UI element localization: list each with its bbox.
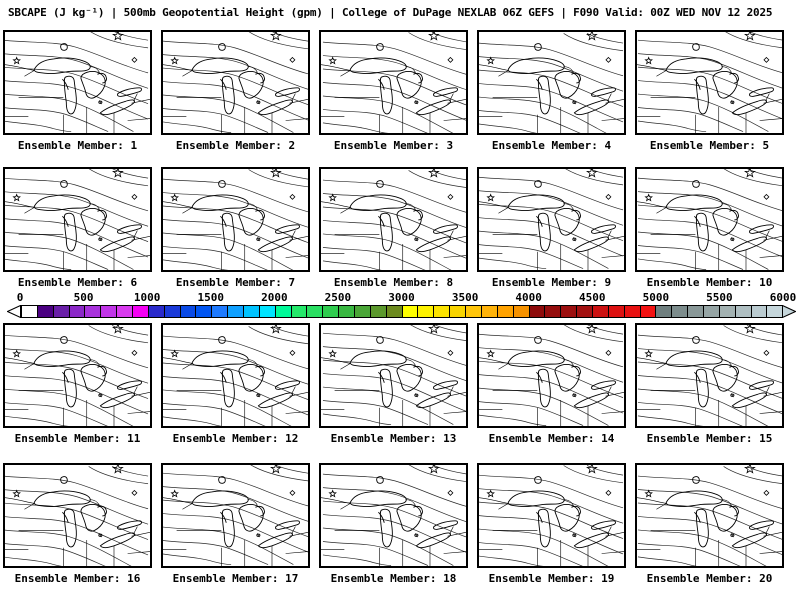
- colorbar-tick-0: 0: [16, 291, 24, 304]
- ensemble-panel-16: [3, 463, 152, 585]
- great-lakes-map: [163, 169, 308, 270]
- great-lakes-map: [637, 32, 782, 133]
- great-lakes-map: [479, 325, 624, 426]
- colorbar-tick-500: 500: [73, 291, 94, 304]
- colorbar-tick-6000: 6000: [769, 291, 797, 304]
- colorbar-segment: [592, 306, 608, 317]
- panel-row-2: [3, 167, 797, 289]
- ensemble-map-9: [477, 167, 626, 272]
- colorbar-tick-3500: 3500: [451, 291, 479, 304]
- colorbar-segment: [37, 306, 53, 317]
- colorbar-segment: [243, 306, 259, 317]
- colorbar-segment: [433, 306, 449, 317]
- ensemble-member-label: Ensemble Member: 3: [333, 139, 454, 152]
- ensemble-member-label: Ensemble Member: 19: [488, 572, 615, 585]
- colorbar-segment: [402, 306, 418, 317]
- great-lakes-map: [163, 32, 308, 133]
- colorbar-tick-1000: 1000: [133, 291, 161, 304]
- great-lakes-map: [5, 32, 150, 133]
- great-lakes-map: [637, 325, 782, 426]
- ensemble-member-label: Ensemble Member: 7: [175, 276, 296, 289]
- panel-row-1: [3, 30, 797, 152]
- colorbar-segment: [338, 306, 354, 317]
- colorbar-segment: [719, 306, 735, 317]
- ensemble-panel-6: [3, 167, 152, 289]
- ensemble-member-label: Ensemble Member: 18: [330, 572, 457, 585]
- colorbar-segment: [306, 306, 322, 317]
- colorbar-segment: [370, 306, 386, 317]
- colorbar-segment: [544, 306, 560, 317]
- colorbar-segment: [275, 306, 291, 317]
- ensemble-panel-13: [319, 323, 468, 445]
- ensemble-member-label: Ensemble Member: 4: [491, 139, 612, 152]
- ensemble-panel-18: [319, 463, 468, 585]
- ensemble-panel-12: [161, 323, 310, 445]
- colorbar-segment: [529, 306, 545, 317]
- colorbar-segment: [465, 306, 481, 317]
- ensemble-member-label: Ensemble Member: 6: [17, 276, 138, 289]
- colorbar-segment: [84, 306, 100, 317]
- colorbar-segment: [687, 306, 703, 317]
- ensemble-member-label: Ensemble Member: 1: [17, 139, 138, 152]
- ensemble-map-11: [3, 323, 152, 428]
- ensemble-map-8: [319, 167, 468, 272]
- ensemble-map-3: [319, 30, 468, 135]
- ensemble-member-label: Ensemble Member: 15: [646, 432, 773, 445]
- colorbar-segment: [386, 306, 402, 317]
- colorbar-segment: [180, 306, 196, 317]
- colorbar-segment: [100, 306, 116, 317]
- ensemble-member-label: Ensemble Member: 16: [14, 572, 141, 585]
- ensemble-panel-2: [161, 30, 310, 152]
- panel-row-3: [3, 323, 797, 445]
- ensemble-map-6: [3, 167, 152, 272]
- great-lakes-map: [163, 465, 308, 566]
- colorbar-segment: [132, 306, 148, 317]
- colorbar-segment: [608, 306, 624, 317]
- ensemble-member-label: Ensemble Member: 17: [172, 572, 299, 585]
- ensemble-panel-20: [635, 463, 784, 585]
- colorbar-segment: [624, 306, 640, 317]
- colorbar-segment: [211, 306, 227, 317]
- ensemble-member-label: Ensemble Member: 11: [14, 432, 141, 445]
- ensemble-panel-3: [319, 30, 468, 152]
- colorbar-tick-labels: [16, 291, 797, 305]
- ensemble-member-label: Ensemble Member: 5: [649, 139, 770, 152]
- ensemble-panel-7: [161, 167, 310, 289]
- colorbar-segment: [354, 306, 370, 317]
- great-lakes-map: [479, 32, 624, 133]
- colorbar-segment: [655, 306, 671, 317]
- great-lakes-map: [479, 465, 624, 566]
- colorbar-segment: [227, 306, 243, 317]
- colorbar-segment: [69, 306, 85, 317]
- ensemble-map-13: [319, 323, 468, 428]
- ensemble-map-2: [161, 30, 310, 135]
- colorbar-tick-1500: 1500: [197, 291, 224, 304]
- great-lakes-map: [321, 325, 466, 426]
- colorbar-segment: [640, 306, 656, 317]
- colorbar-segment: [751, 306, 767, 317]
- ensemble-panel-17: [161, 463, 310, 585]
- colorbar-segment: [513, 306, 529, 317]
- colorbar-left-arrow-icon: [7, 305, 21, 318]
- ensemble-map-18: [319, 463, 468, 568]
- colorbar-segment: [497, 306, 513, 317]
- colorbar-segment: [703, 306, 719, 317]
- ensemble-map-10: [635, 167, 784, 272]
- colorbar-segment: [53, 306, 69, 317]
- colorbar-segment: [164, 306, 180, 317]
- colorbar-segment: [21, 306, 37, 317]
- colorbar-right-arrow-icon: [782, 305, 796, 318]
- colorbar-segment: [417, 306, 433, 317]
- colorbar-segment: [322, 306, 338, 317]
- ensemble-panel-11: [3, 323, 152, 445]
- product-title: SBCAPE (J kg⁻¹) | 500mb Geopotential Height (gpm) | College of DuPage NEXLAB 06Z GEFS | F090 Valid: 00Z WED NOV 12 2025: [8, 6, 773, 19]
- colorbar-tick-4000: 4000: [515, 291, 542, 304]
- colorbar-segment: [735, 306, 751, 317]
- ensemble-member-label: Ensemble Member: 13: [330, 432, 457, 445]
- ensemble-map-12: [161, 323, 310, 428]
- ensemble-member-label: Ensemble Member: 9: [491, 276, 612, 289]
- ensemble-member-label: Ensemble Member: 10: [646, 276, 773, 289]
- colorbar-tick-5000: 5000: [642, 291, 670, 304]
- colorbar-scale: [20, 305, 783, 318]
- ensemble-member-label: Ensemble Member: 14: [488, 432, 615, 445]
- ensemble-map-16: [3, 463, 152, 568]
- ensemble-member-label: Ensemble Member: 2: [175, 139, 296, 152]
- ensemble-member-label: Ensemble Member: 8: [333, 276, 454, 289]
- colorbar-tick-2000: 2000: [261, 291, 288, 304]
- colorbar-segment: [148, 306, 164, 317]
- colorbar-tick-3000: 3000: [388, 291, 415, 304]
- colorbar-segment: [291, 306, 307, 317]
- ensemble-member-label: Ensemble Member: 12: [172, 432, 299, 445]
- ensemble-panel-19: [477, 463, 626, 585]
- ensemble-map-15: [635, 323, 784, 428]
- colorbar-segment: [449, 306, 465, 317]
- colorbar-segment: [560, 306, 576, 317]
- ensemble-panel-8: [319, 167, 468, 289]
- colorbar-segment: [766, 306, 782, 317]
- colorbar-tick-4500: 4500: [579, 291, 606, 304]
- colorbar-segment: [671, 306, 687, 317]
- ensemble-map-1: [3, 30, 152, 135]
- colorbar-segment: [576, 306, 592, 317]
- ensemble-map-14: [477, 323, 626, 428]
- panel-row-4: [3, 463, 797, 585]
- colorbar-segment: [195, 306, 211, 317]
- great-lakes-map: [321, 465, 466, 566]
- cape-colorbar: [16, 291, 797, 318]
- ensemble-panel-1: [3, 30, 152, 152]
- ensemble-panel-15: [635, 323, 784, 445]
- great-lakes-map: [321, 169, 466, 270]
- colorbar-tick-5500: 5500: [706, 291, 733, 304]
- great-lakes-map: [637, 169, 782, 270]
- colorbar-segment: [116, 306, 132, 317]
- ensemble-panel-5: [635, 30, 784, 152]
- ensemble-map-7: [161, 167, 310, 272]
- great-lakes-map: [321, 32, 466, 133]
- great-lakes-map: [479, 169, 624, 270]
- great-lakes-map: [637, 465, 782, 566]
- ensemble-map-20: [635, 463, 784, 568]
- ensemble-panel-14: [477, 323, 626, 445]
- colorbar-segment: [481, 306, 497, 317]
- great-lakes-map: [163, 325, 308, 426]
- great-lakes-map: [5, 465, 150, 566]
- ensemble-member-label: Ensemble Member: 20: [646, 572, 773, 585]
- ensemble-map-19: [477, 463, 626, 568]
- colorbar-tick-2500: 2500: [324, 291, 352, 304]
- ensemble-panel-4: [477, 30, 626, 152]
- ensemble-panel-9: [477, 167, 626, 289]
- great-lakes-map: [5, 169, 150, 270]
- colorbar-segment: [259, 306, 275, 317]
- ensemble-map-5: [635, 30, 784, 135]
- great-lakes-map: [5, 325, 150, 426]
- ensemble-map-17: [161, 463, 310, 568]
- ensemble-panel-10: [635, 167, 784, 289]
- ensemble-map-4: [477, 30, 626, 135]
